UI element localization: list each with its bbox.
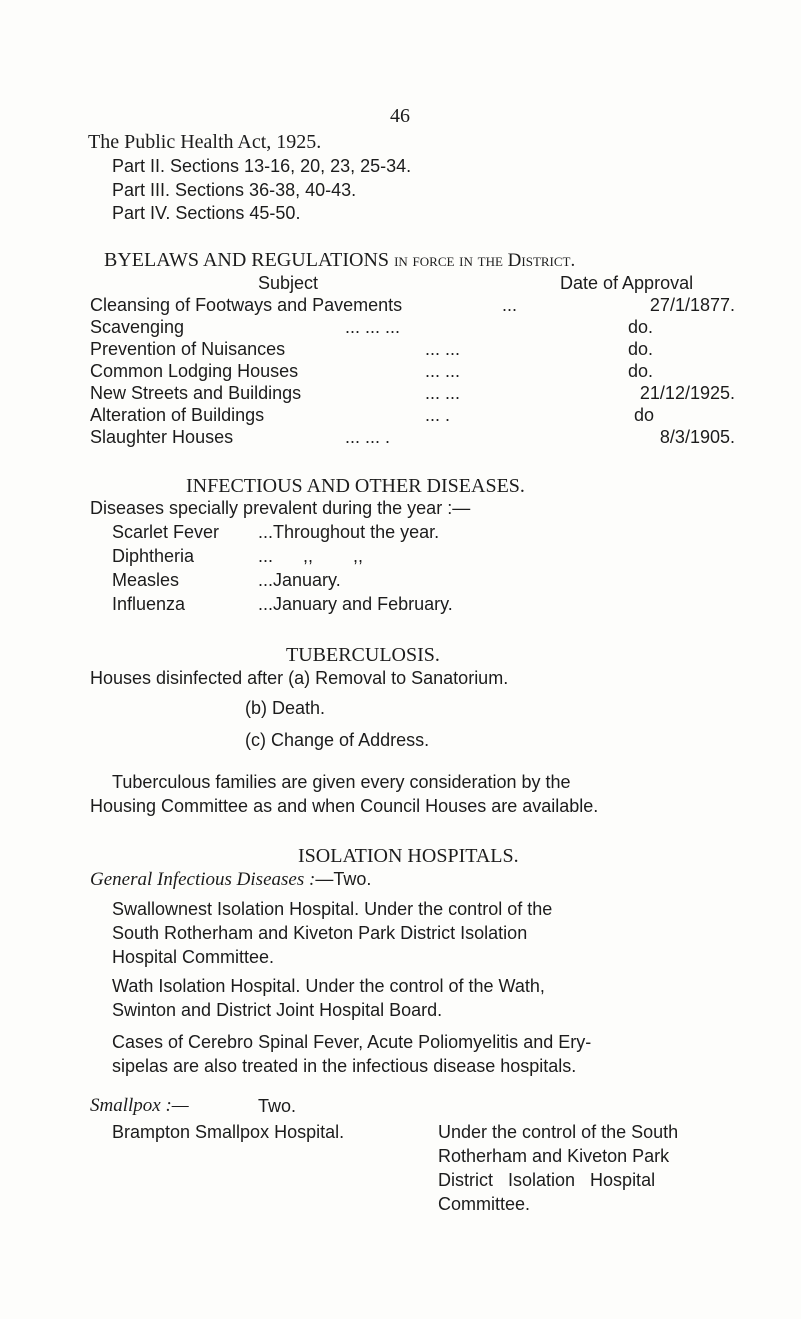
- smallpox-label: [90, 1095, 189, 1117]
- disease-name: Diphtheria: [112, 546, 195, 566]
- byelaw-dots: ... .: [425, 405, 451, 425]
- tb-line-a: Houses disinfected after (a) Removal to Sanatorium.: [90, 668, 509, 688]
- byelaw-dots: ... ... .: [345, 427, 391, 447]
- isolation-paragraph-line: Wath Isolation Hospital. Under the control of the Wath,: [112, 976, 545, 996]
- byelaw-subject: Slaughter Houses: [90, 427, 234, 447]
- byelaw-date: do.: [628, 339, 654, 359]
- byelaw-dots: ... ...: [425, 339, 461, 359]
- byelaws-heading: [104, 248, 575, 273]
- col-date: Date of Approval: [560, 273, 694, 293]
- byelaw-dots: ... ... ...: [345, 317, 401, 337]
- col-subject: Subject: [258, 273, 319, 293]
- acts-line: Part III. Sections 36-38, 40-43.: [112, 180, 357, 200]
- infectious-heading: INFECTIOUS AND OTHER DISEASES.: [186, 475, 525, 497]
- byelaw-date: do.: [628, 317, 654, 337]
- byelaw-date: do: [634, 405, 655, 425]
- brampton-control-line: District Isolation Hospital: [438, 1170, 656, 1190]
- brampton-control-line: Under the control of the South: [438, 1122, 679, 1142]
- byelaw-subject: Alteration of Buildings: [90, 405, 265, 425]
- tb-paragraph-line: Housing Committee as and when Council Houses are available.: [90, 796, 599, 816]
- isolation-paragraph-line: Hospital Committee.: [112, 947, 275, 967]
- byelaws-heading-small: in force in the District.: [394, 250, 576, 271]
- brampton-control-line: Committee.: [438, 1194, 531, 1214]
- smallpox-label-text: Smallpox :—: [90, 1095, 189, 1116]
- byelaw-dots: ... ...: [425, 383, 461, 403]
- disease-name: Influenza: [112, 594, 186, 614]
- tb-line-b: (b) Death.: [245, 698, 326, 718]
- tb-paragraph-line: Tuberculous families are given every consideration by the: [112, 772, 571, 792]
- infectious-intro: Diseases specially prevalent during the year :—: [90, 498, 471, 518]
- general-infectious-count: —Two.: [315, 869, 372, 889]
- byelaw-date: 8/3/1905.: [659, 427, 735, 447]
- byelaws-heading-main: BYELAWS AND REGULATIONS: [104, 249, 390, 271]
- byelaw-subject: Cleansing of Footways and Pavements: [90, 295, 403, 315]
- byelaw-dots: ...: [502, 295, 518, 315]
- byelaw-subject: Common Lodging Houses: [90, 361, 299, 381]
- tb-line-c: (c) Change of Address.: [245, 730, 430, 750]
- acts-title: The Public Health Act, 1925.: [88, 131, 322, 153]
- byelaw-date: 21/12/1925.: [639, 383, 735, 403]
- disease-name: Measles: [112, 570, 180, 590]
- brampton-control-line: Rotherham and Kiveton Park: [438, 1146, 670, 1166]
- byelaw-subject: New Streets and Buildings: [90, 383, 302, 403]
- general-infectious-label: General Infectious Diseases :: [90, 869, 316, 890]
- isolation-paragraph-line: Cases of Cerebro Spinal Fever, Acute Poliomyelitis and Ery-: [112, 1032, 592, 1052]
- byelaw-date: do.: [628, 361, 654, 381]
- byelaw-dots: ... ...: [425, 361, 461, 381]
- page-number: 46: [390, 105, 410, 127]
- byelaw-subject: Prevention of Nuisances: [90, 339, 286, 359]
- isolation-paragraph-line: South Rotherham and Kiveton Park District Isolation: [112, 923, 528, 943]
- brampton-name: Brampton Smallpox Hospital.: [112, 1122, 345, 1142]
- byelaw-date: 27/1/1877.: [649, 295, 735, 315]
- disease-period: ...January.: [258, 570, 341, 590]
- isolation-paragraph-line: sipelas are also treated in the infectious disease hospitals.: [112, 1056, 577, 1076]
- byelaw-subject: Scavenging: [90, 317, 185, 337]
- disease-period: ...Throughout the year.: [258, 522, 440, 542]
- tuberculosis-heading: TUBERCULOSIS.: [286, 644, 440, 666]
- isolation-heading: ISOLATION HOSPITALS.: [298, 845, 519, 867]
- disease-period: ... ,, ,,: [258, 546, 364, 566]
- isolation-paragraph-line: Swinton and District Joint Hospital Board.: [112, 1000, 443, 1020]
- disease-name: Scarlet Fever: [112, 522, 220, 542]
- smallpox-count: Two.: [258, 1096, 297, 1116]
- general-infectious-line: [90, 868, 371, 891]
- acts-line: Part II. Sections 13-16, 20, 23, 25-34.: [112, 156, 412, 176]
- isolation-paragraph-line: Swallownest Isolation Hospital. Under the control of the: [112, 899, 553, 919]
- disease-period: ...January and February.: [258, 594, 453, 614]
- acts-line: Part IV. Sections 45-50.: [112, 203, 301, 223]
